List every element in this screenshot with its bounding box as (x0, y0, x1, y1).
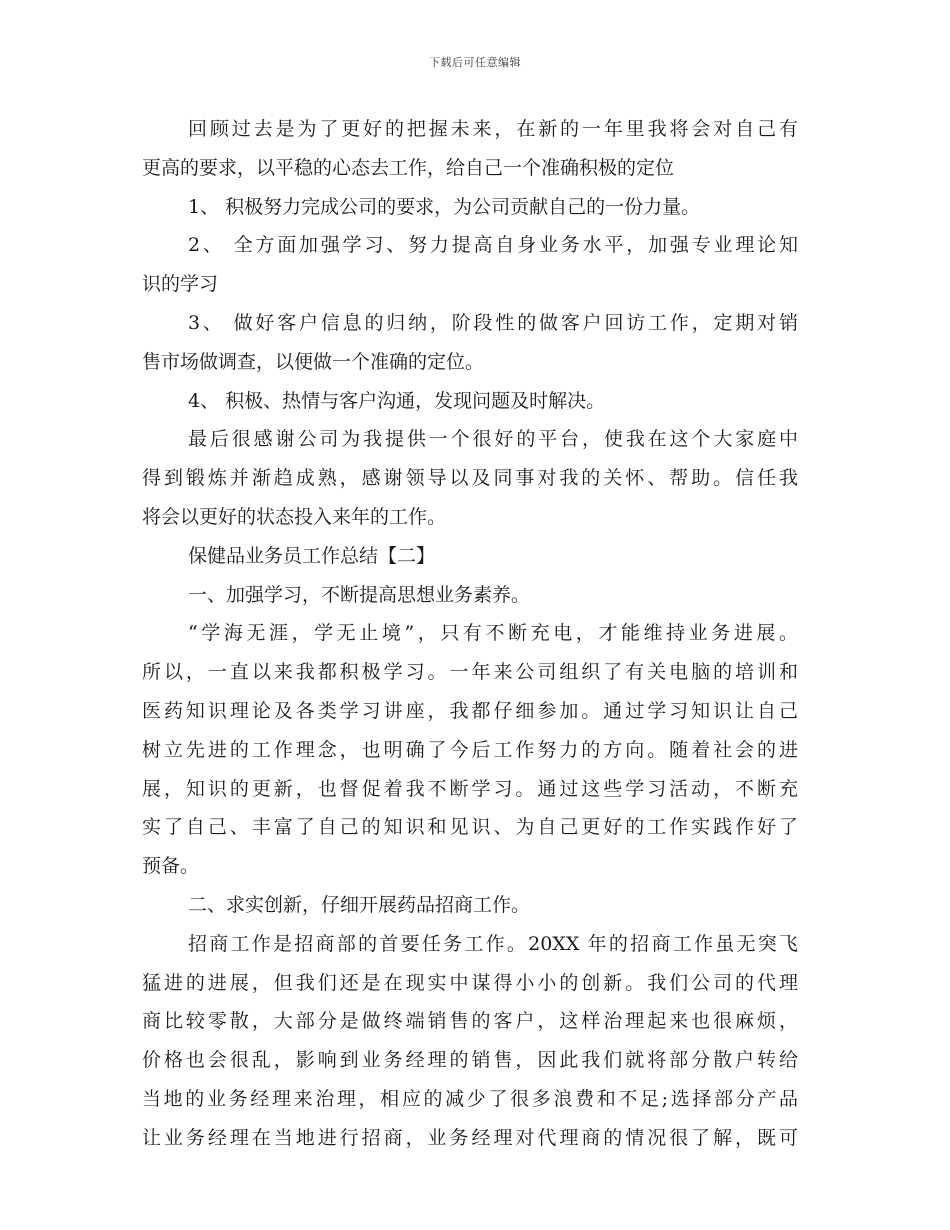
text-line: 商比较零散，大部分是做终端销售的客户，这样治理起来也很麻烦， (142, 1010, 798, 1033)
text-line: 树立先进的工作理念，也明确了今后工作努力的方向。随着社会的进 (142, 738, 798, 761)
text-line: 最后很感谢公司为我提供一个很好的平台，使我在这个大家庭中 (188, 428, 798, 451)
text-line: “学海无涯，学无止境”，只有不断充电，才能维持业务进展。 (188, 622, 798, 645)
page-header-note: 下载后可任意编辑 (429, 56, 521, 69)
document-body (142, 110, 798, 1158)
text-line: 价格也会很乱，影响到业务经理的销售，因此我们就将部分散户转给 (142, 1049, 798, 1072)
text-line: 3、 做好客户信息的归纳，阶段性的做客户回访工作，定期对销 (188, 311, 798, 334)
text-line: 猛进的进展，但我们还是在现实中谋得小小的创新。我们公司的代理 (142, 971, 798, 994)
text-line: 更高的要求，以平稳的心态去工作，给自己一个准确积极的定位 (142, 156, 675, 179)
text-line: 回顾过去是为了更好的把握未来，在新的一年里我将会对自己有 (188, 118, 798, 140)
text-line: 招商工作是招商部的首要任务工作。20XX 年的招商工作虽无突飞 (188, 932, 798, 955)
text-line: 二、求实创新，仔细开展药品招商工作。 (188, 893, 531, 916)
text-line: 识的学习 (142, 273, 219, 296)
text-line: 将会以更好的状态投入来年的工作。 (142, 505, 447, 528)
text-line: 2、 全方面加强学习、努力提高自身业务水平，加强专业理论知 (188, 234, 798, 257)
text-line: 预备。 (142, 855, 200, 878)
text-line: 4、 积极、热情与客户沟通，发现问题及时解决。 (188, 389, 606, 412)
text-line: 1、 积极努力完成公司的要求，为公司贡献自己的一份力量。 (188, 195, 701, 218)
text-line: 让业务经理在当地进行招商，业务经理对代理商的情况很了解，既可 (142, 1126, 798, 1149)
text-line: 医药知识理论及各类学习讲座，我都仔细参加。通过学习知识让自己 (142, 699, 798, 722)
text-line: 售市场做调查，以便做一个准确的定位。 (142, 350, 485, 373)
text-line: 展，知识的更新，也督促着我不断学习。通过这些学习活动，不断充 (142, 777, 798, 800)
text-line: 当地的业务经理来治理，相应的减少了很多浪费和不足;选择部分产品 (142, 1087, 798, 1110)
text-line: 实了自己、丰富了自己的知识和见识、为自己更好的工作实践作好了 (142, 816, 798, 839)
text-line: 保健品业务员工作总结【二】 (188, 544, 436, 567)
text-line: 一、加强学习，不断提高思想业务素养。 (188, 583, 531, 606)
text-line: 所以，一直以来我都积极学习。一年来公司组织了有关电脑的培训和 (142, 661, 798, 684)
text-line: 得到锻炼并渐趋成熟，感谢领导以及同事对我的关怀、帮助。信任我 (142, 467, 798, 490)
